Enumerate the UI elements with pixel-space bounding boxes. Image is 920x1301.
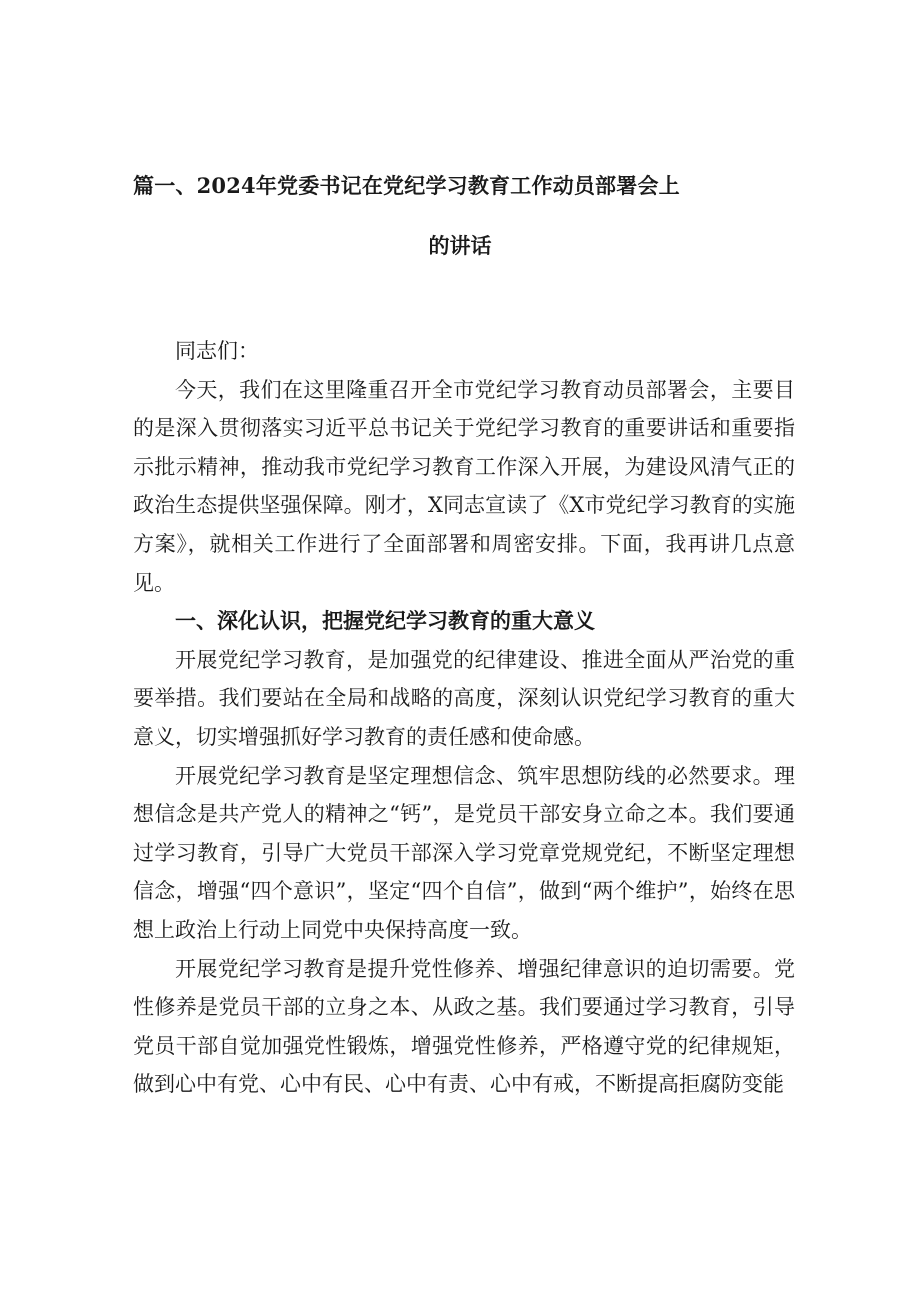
paragraph: 开展党纪学习教育，是加强党的纪律建设、推进全面从严治党的重要举措。我们要站在全局和战略的高度，深刻认识党纪学习教育的重大意义，切实增强抓好学习教育的责任感和使命感。 [133,647,795,749]
document-title-line-1: 篇一、2024年党委书记在党纪学习教育工作动员部署会上 [133,173,680,198]
paragraph-intro: 今天，我们在这里隆重召开全市党纪学习教育动员部署会，主要目的是深入贯彻落实习近平总书记关于党纪学习教育的重要讲话和重要指示批示精神，推动我市党纪学习教育工作深入开展，为建设风清气正的政治生态提供坚强保障。刚才，X同志宣读了《X市党纪学习教育的实施方案》，就相关工作进行了全面部署和周密安排。下面，我再讲几点意见。 [133,377,795,595]
paragraph: 开展党纪学习教育是坚定理想信念、筑牢思想防线的必然要求。理想信念是共产党人的精神之“钙”，是党员干部安身立命之本。我们要通过学习教育，引导广大党员干部深入学习党章党规党纪，不断坚定理想信念，增强“四个意识”，坚定“四个自信”，做到“两个维护”，始终在思想上政治上行动上同党中央保持高度一致。 [133,763,795,942]
section-heading-1: 一、深化认识，把握党纪学习教育的重大意义 [175,608,595,634]
document-body [133,332,795,1104]
salutation: 同志们： [175,339,259,363]
paragraph: 开展党纪学习教育是提升党性修养、增强纪律意识的迫切需要。党性修养是党员干部的立身之本、从政之基。我们要通过学习教育，引导党员干部自觉加强党性锻炼，增强党性修养，严格遵守党的纪律规矩，做到心中有党、心中有民、心中有责、心中有戒，不断提高拒腐防变能 [133,956,795,1097]
document-title-line-2: 的讲话 [428,233,492,258]
